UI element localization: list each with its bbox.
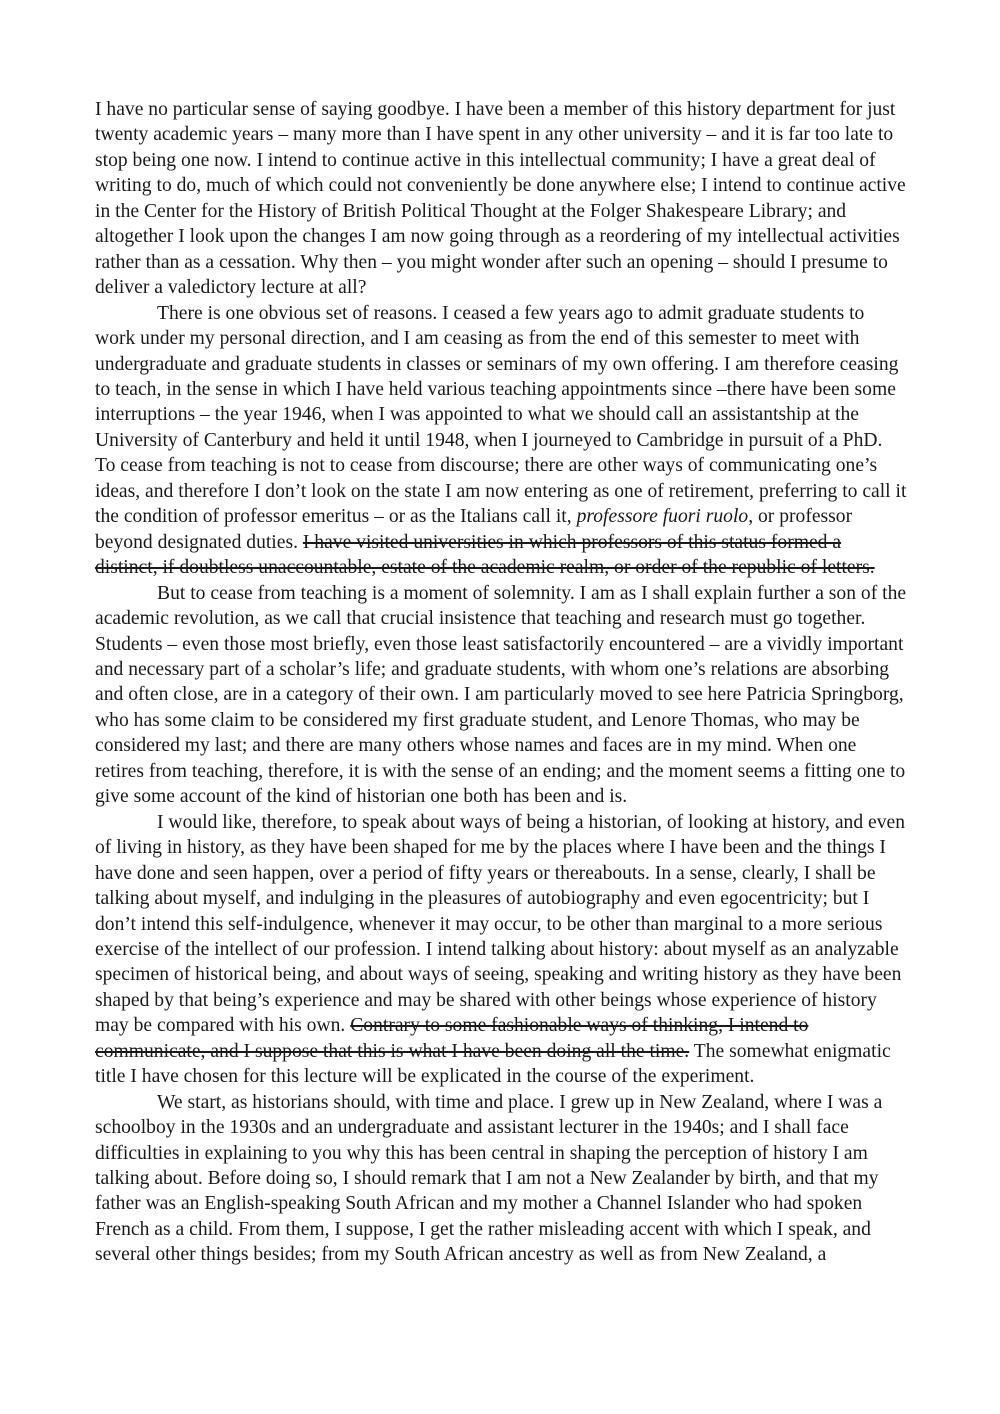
paragraph-1 <box>95 97 907 301</box>
paragraph-3 <box>95 581 907 810</box>
paragraph-2-italic-term: professore fuori ruolo <box>576 506 749 528</box>
paragraph-5 <box>95 1090 907 1268</box>
paragraph-2-struck-sentence: I have visited universities in which professors of this status formed a distinct, if doubtless unaccountable, estate of the academic realm, or order of the republic of letters. <box>95 531 875 579</box>
paragraph-1-text: I have no particular sense of saying goodbye. I have been a member of this history department for just twenty academic years – many more than I have spent in any other university – and it is far too late to stop being one now. I intend to continue active in this intellectual community; I have a great deal of writing to do, much of which could not conveniently be done anywhere else; I intend to continue active in the Center for the History of British Political Thought at the Folger Shakespeare Library; and altogether I look upon the changes I am now going through as a reordering of my intellectual activities rather than as a cessation. Why then – you might wonder after such an opening – should I presume to deliver a valedictory lecture at all? <box>95 99 906 299</box>
paragraph-3-text: But to cease from teaching is a moment of solemnity. I am as I shall explain further a son of the academic revolution, as we call that crucial insistence that teaching and research must go together. Students – even those most briefly, even those least satisfactorily encountered – are a vividly important and necessary part of a scholar’s life; and graduate students, with whom one’s relations are absorbing and often close, are in a category of their own. I am particularly moved to see here Patricia Springborg, who has some claim to be considered my first graduate student, and Lenore Thomas, who may be considered my last; and there are many others whose names and faces are in my mind. When one retires from teaching, therefore, it is with the sense of an ending; and the moment seems a fitting one to give some account of the kind of historian one both has been and is. <box>95 582 907 808</box>
paragraph-2-text-a: There is one obvious set of reasons. I ceased a few years ago to admit graduate students to work under my personal direction, and I am ceasing as from the end of this semester to meet with undergraduate and graduate students in classes or seminars of my own offering. I am therefore ceasing to teach, in the sense in which I have held various teaching appointments since –there have been some interruptions – the year 1946, when I was appointed to what we should call an assistantship at the University of Canterbury and held it until 1948, when I journeyed to Cambridge in pursuit of a PhD. To cease from teaching is not to cease from discourse; there are other ways of communicating one’s ideas, and therefore I don’t look on the state I am now entering as one of retirement, preferring to call it the condition of professor emeritus – or as the Italians call it, <box>95 302 907 528</box>
document-page <box>95 97 907 1268</box>
paragraph-5-text: We start, as historians should, with time and place. I grew up in New Zealand, where I was a schoolboy in the 1930s and an undergraduate and assistant lecturer in the 1940s; and I shall face difficulties in explaining to you why this has been central in shaping the perception of history I am talking about. Before doing so, I should remark that I am not a New Zealander by birth, and that my father was an English-speaking South African and my mother a Channel Islander who had spoken French as a child. From them, I suppose, I get the rather misleading accent with which I speak, and several other things besides; from my South African ancestry as well as from New Zealand, a <box>95 1091 883 1266</box>
paragraph-2-text-b: , or professor beyond designated duties. <box>95 506 853 553</box>
paragraph-2 <box>95 301 907 581</box>
paragraph-4-text-a: I would like, therefore, to speak about ways of being a historian, of looking at history, and even of living in history, as they have been shaped for me by the places where I have been and the things I have done and seen happen, over a period of fifty years or thereabouts. In a sense, clearly, I shall be talking about myself, and indulging in the pleasures of autobiography and even egocentricity; but I don’t intend this self-indulgence, whenever it may occur, to be other than marginal to a more serious exercise of the intellect of our profession. I intend talking about history: about myself as an analyzable specimen of historical being, and about ways of seeing, speaking and writing history as they have been shaped by that being’s experience and may be shared with other beings whose experience of history may be compared with his own. <box>95 811 905 1037</box>
paragraph-4 <box>95 810 907 1090</box>
paragraph-4-struck-sentence: Contrary to some fashionable ways of thinking, I intend to communicate, and I suppose that this is what I have been doing all the time. <box>95 1015 809 1062</box>
paragraph-4-text-b: The somewhat enigmatic title I have chosen for this lecture will be explicated in the course of the experiment. <box>95 1040 891 1088</box>
